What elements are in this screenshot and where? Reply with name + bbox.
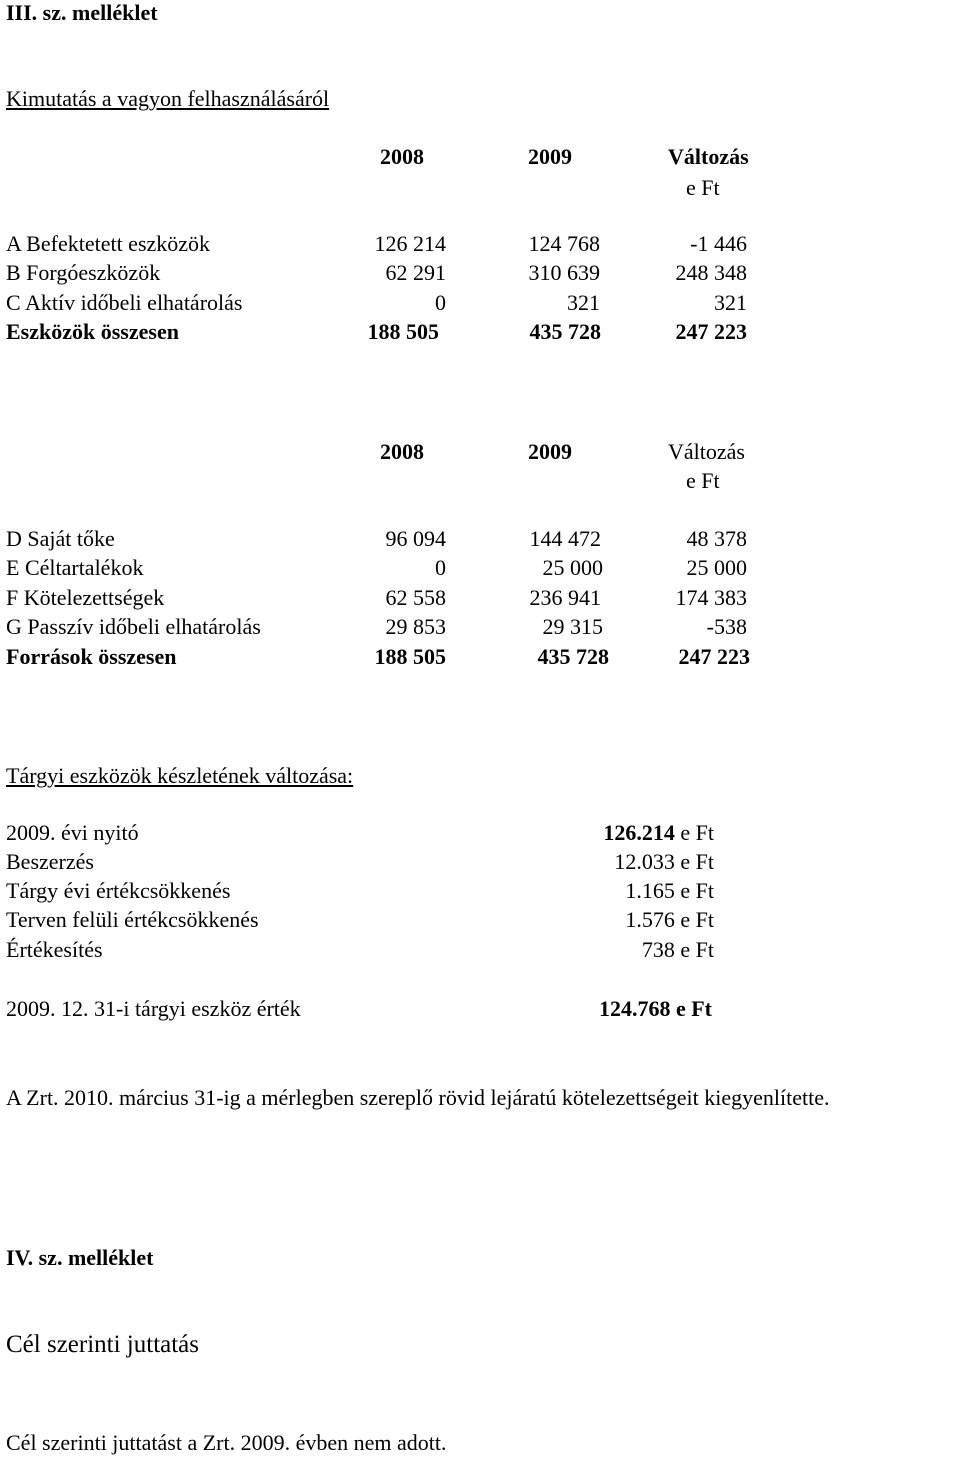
assets-header-change: Változás	[668, 144, 749, 169]
row-value-unit: e Ft	[674, 878, 714, 903]
annex4-title: Cél szerinti juttatás	[6, 1331, 200, 1358]
row-label: D Saját tőke	[6, 526, 115, 551]
row-value-unit: e Ft	[674, 820, 714, 845]
row-value	[625, 909, 714, 931]
liabilities-header-2009: 2009	[528, 439, 572, 464]
row-value-unit: e Ft	[674, 937, 714, 962]
row-value-change: 48 378	[686, 526, 747, 551]
row-value-2008: 62 291	[385, 260, 446, 285]
row-label: C Aktív időbeli elhatárolás	[6, 290, 243, 315]
total-label: Források összesen	[6, 644, 177, 669]
total-value-change: 247 223	[678, 644, 750, 669]
fixed-assets-title: Tárgyi eszközök készletének változása:	[6, 763, 354, 788]
row-label: F Kötelezettségek	[6, 585, 165, 610]
assets-header-2009: 2009	[528, 144, 572, 169]
row-value-2009: 310 639	[528, 260, 600, 285]
row-value-change: -1 446	[690, 231, 747, 256]
row-label: G Passzív időbeli elhatárolás	[6, 614, 261, 639]
liabilities-header-unit: e Ft	[686, 468, 720, 493]
row-label: 2009. évi nyitó	[6, 820, 139, 845]
row-label: Beszerzés	[6, 849, 94, 874]
row-value-change: -538	[706, 614, 747, 639]
row-label: Tárgy évi értékcsökkenés	[6, 878, 231, 903]
total-value: 124.768 e Ft	[598, 996, 712, 1021]
assets-header-2008: 2008	[380, 144, 424, 169]
annex4-text: Cél szerinti juttatást a Zrt. 2009. évben nem adott.	[6, 1430, 447, 1455]
assets-header-unit: e Ft	[686, 175, 720, 200]
total-value-2009: 435 728	[537, 644, 609, 669]
row-label: Értékesítés	[6, 937, 103, 962]
annex3-label: III. sz. melléklet	[6, 0, 158, 25]
annex4-label: IV. sz. melléklet	[6, 1245, 154, 1270]
row-value-number: 1.576	[625, 907, 675, 932]
annex3-title: Kimutatás a vagyon felhasználásáról	[6, 86, 330, 111]
row-value-2008: 62 558	[385, 585, 446, 610]
row-value	[642, 939, 714, 961]
total-value-change: 247 223	[675, 319, 747, 344]
row-value-unit: e Ft	[674, 849, 714, 874]
annex3-note: A Zrt. 2010. március 31-ig a mérlegben szereplő rövid lejáratú kötelezettségeit kiegyenlítette.	[6, 1085, 830, 1110]
row-value-change: 174 383	[675, 585, 747, 610]
row-value-2009: 25 000	[542, 555, 603, 580]
row-value-number: 126.214	[603, 820, 675, 845]
row-value-change: 321	[714, 290, 747, 315]
row-label: E Céltartalékok	[6, 555, 144, 580]
row-value-2008: 29 853	[385, 614, 446, 639]
row-value-2009: 236 941	[529, 585, 601, 610]
row-label: A Befektetett eszközök	[6, 231, 211, 256]
row-value-2009: 321	[567, 290, 600, 315]
total-label: Eszközök összesen	[6, 319, 179, 344]
row-value-number: 738	[641, 937, 675, 962]
row-label: B Forgóeszközök	[6, 260, 161, 285]
total-value-2008: 188 505	[374, 644, 446, 669]
row-value-change: 248 348	[675, 260, 747, 285]
row-value-2008: 0	[435, 555, 446, 580]
row-value-number: 12.033	[614, 849, 675, 874]
row-value-2009: 29 315	[542, 614, 603, 639]
row-value	[614, 851, 714, 873]
row-value-2008: 0	[435, 290, 446, 315]
row-value-unit: e Ft	[674, 907, 714, 932]
row-value-2009: 124 768	[528, 231, 600, 256]
row-value	[625, 880, 714, 902]
row-value	[603, 822, 714, 844]
row-value-change: 25 000	[686, 555, 747, 580]
liabilities-header-change: Változás	[668, 439, 745, 464]
total-value-2009: 435 728	[529, 319, 601, 344]
row-value-2008: 126 214	[374, 231, 446, 256]
liabilities-header-2008: 2008	[380, 439, 424, 464]
row-value-2009: 144 472	[529, 526, 601, 551]
row-label: Terven felüli értékcsökkenés	[6, 907, 259, 932]
total-value-2008: 188 505	[367, 319, 439, 344]
row-value-2008: 96 094	[385, 526, 446, 551]
total-label: 2009. 12. 31-i tárgyi eszköz érték	[6, 996, 301, 1021]
row-value-number: 1.165	[625, 878, 675, 903]
